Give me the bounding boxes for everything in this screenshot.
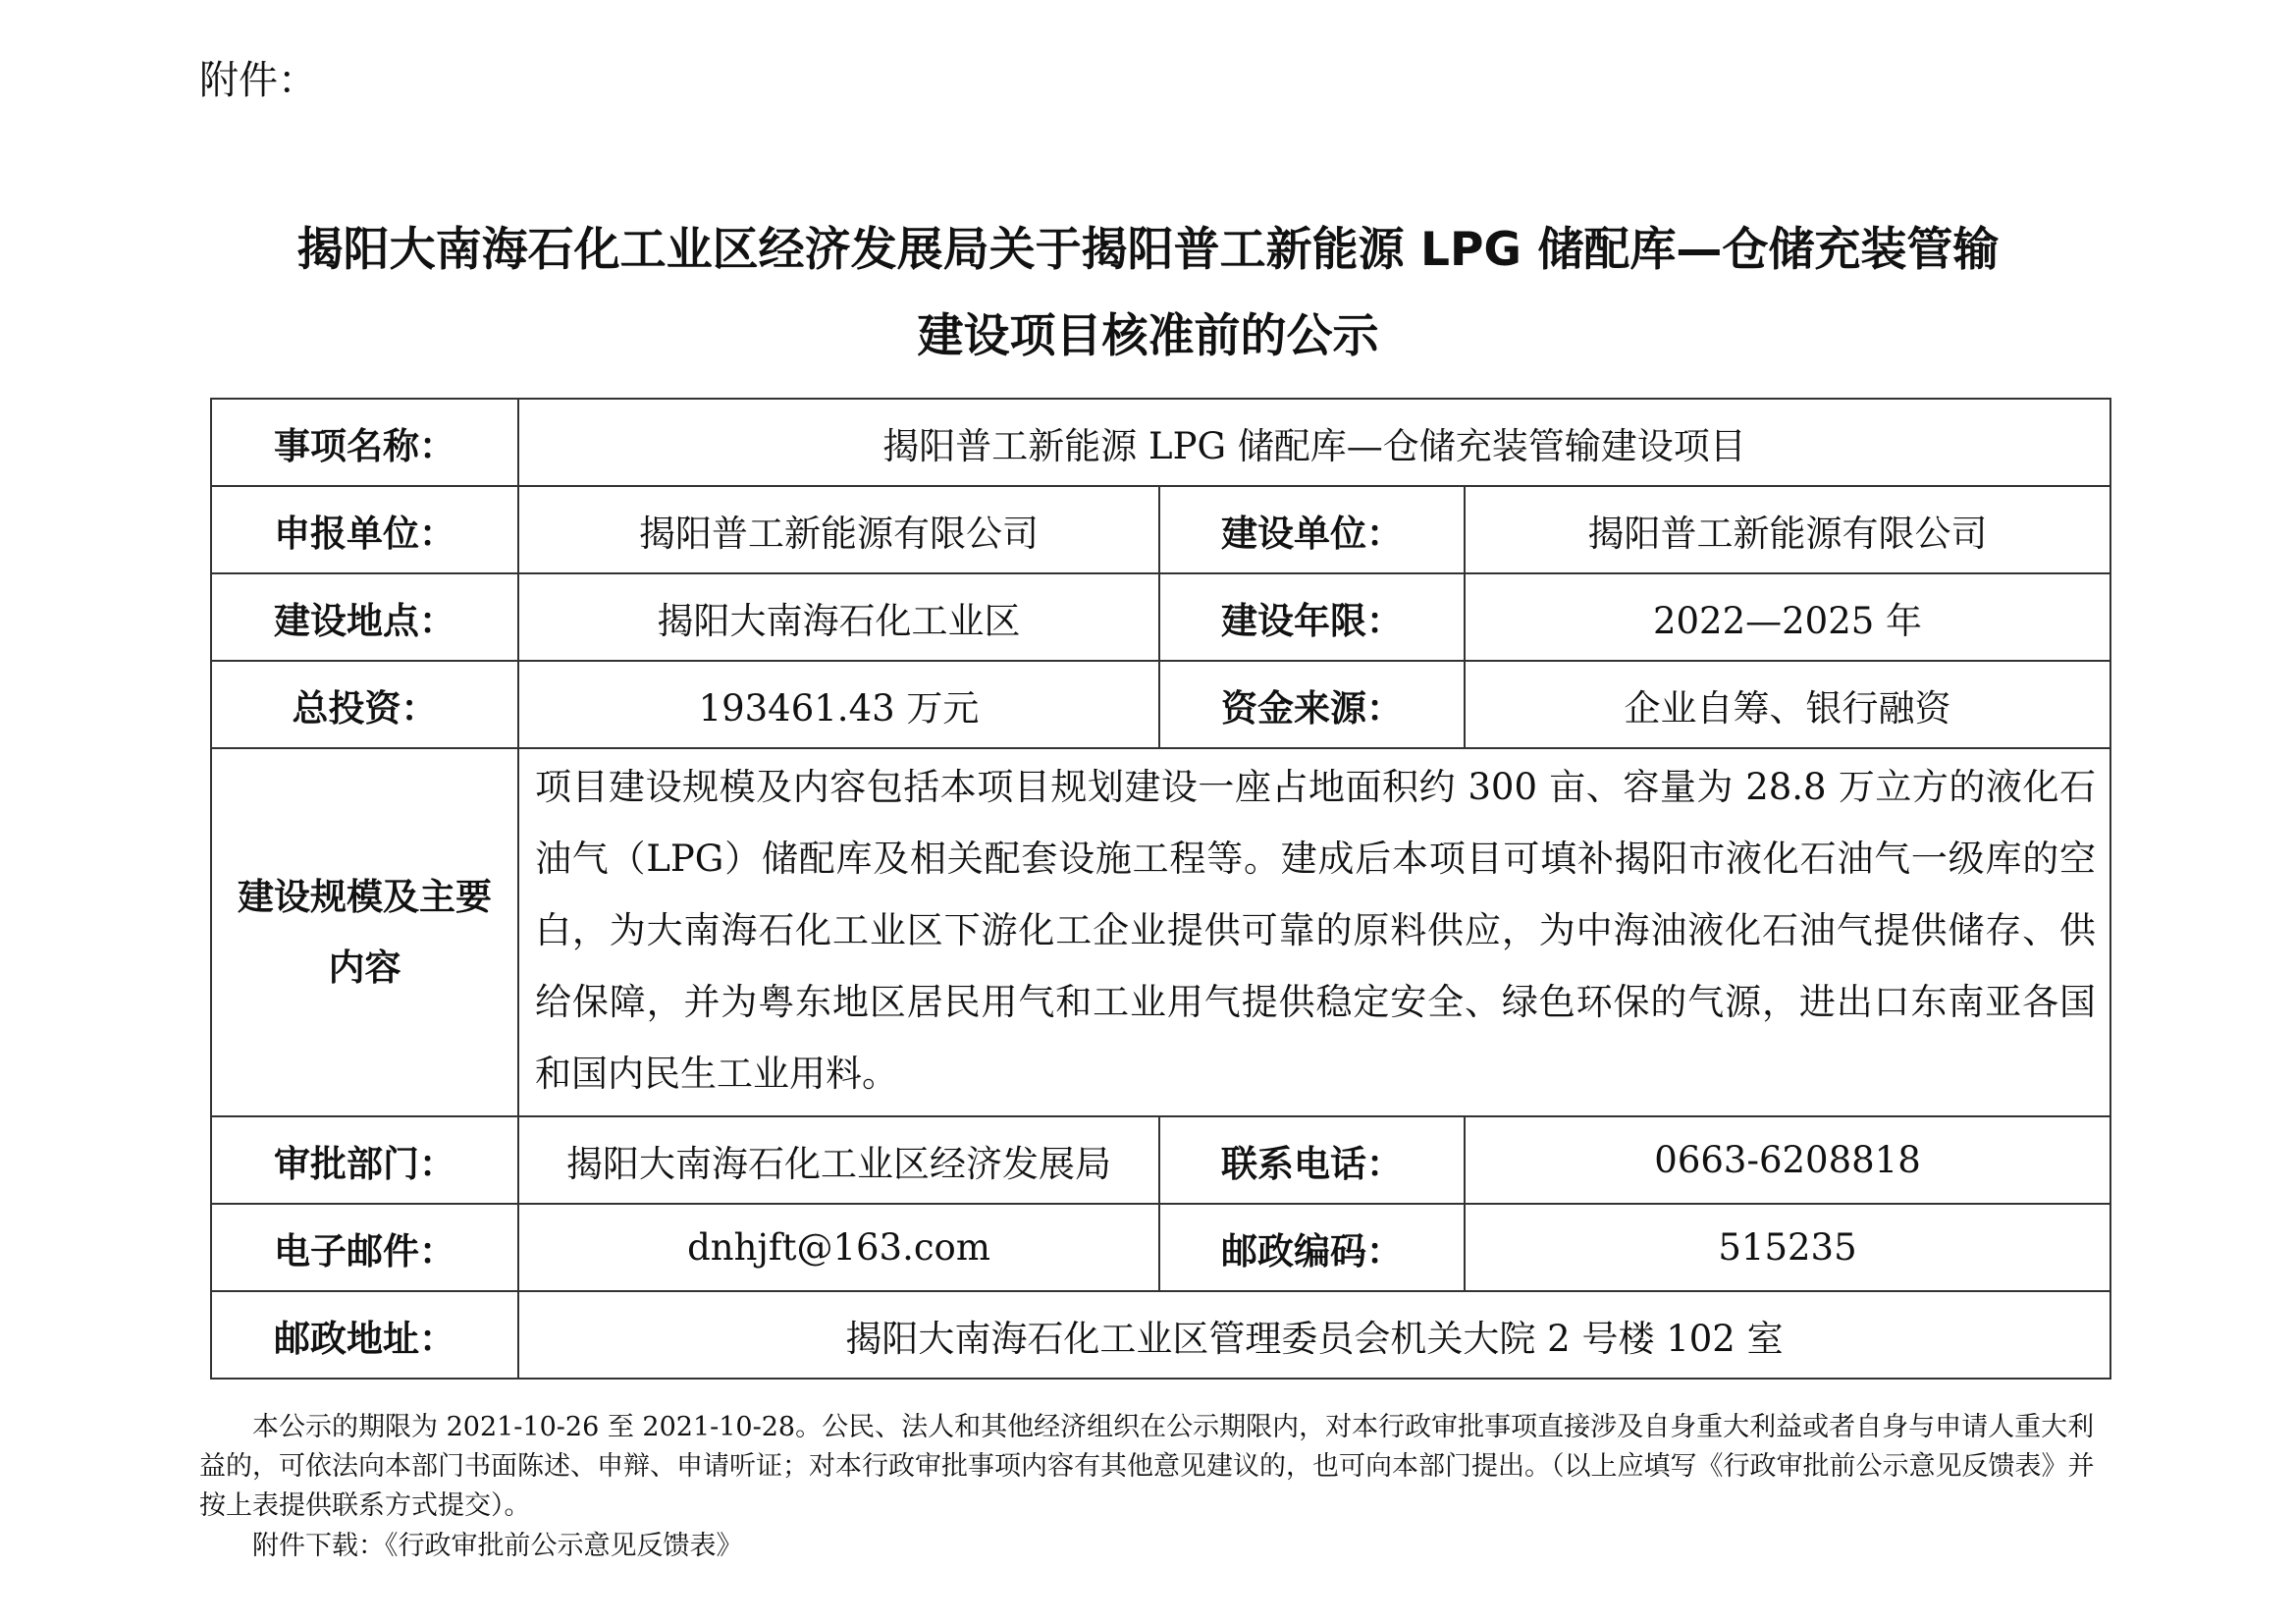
document-title-line-2: 建设项目核准前的公示 bbox=[917, 309, 1379, 363]
builder-label: 建设单位： bbox=[1159, 486, 1465, 573]
location-value: 揭阳大南海石化工业区 bbox=[518, 573, 1159, 661]
download-label: 附件下载： bbox=[252, 1531, 385, 1561]
postcode-value: 515235 bbox=[1465, 1204, 2110, 1291]
period-value: 2022—2025 年 bbox=[1465, 573, 2110, 661]
scale-content: 项目建设规模及内容包括本项目规划建设一座占地面积约 300 亩、容量为 28.8 万立方的液化石油气（LPG）储配库及相关配套设施工程等。建成后本项目可填补揭阳市液化石油气一级库的空白，为大南海石化工业区下游化工企业提供可靠的原料供应，为中海油液化石油气提供储存、供给保障，并为粤东地区居民用气和工业用气提供稳定安全、绿色环保的气源，进出口东南亚各国和国内民生工业用料。 bbox=[518, 748, 2110, 1116]
table-row-investment bbox=[211, 661, 2110, 748]
investment-label: 总投资： bbox=[211, 661, 518, 748]
address-label: 邮政地址： bbox=[211, 1291, 518, 1379]
notice-paragraph: 本公示的期限为 2021-10-26 至 2021-10-28。公民、法人和其他经济组织在公示期限内，对本行政审批事项直接涉及自身重大利益或者自身与申请人重大利益的，可依法向本部门书面陈述、申辩、申请听证；对本行政审批事项内容有其他意见建议的，也可向本部门提出。（以上应填写《行政审批前公示意见反馈表》并按上表提供联系方式提交）。 bbox=[199, 1412, 2095, 1521]
email-value: dnhjft@163.com bbox=[518, 1204, 1159, 1291]
builder-value: 揭阳普工新能源有限公司 bbox=[1465, 486, 2110, 573]
scale-label-line-1: 建设规模及主要 bbox=[238, 875, 492, 918]
attachment-label: 附件： bbox=[199, 58, 317, 103]
investment-value: 193461.43 万元 bbox=[518, 661, 1159, 748]
approver-value: 揭阳大南海石化工业区经济发展局 bbox=[518, 1116, 1159, 1204]
table-row-email bbox=[211, 1204, 2110, 1291]
period-label: 建设年限： bbox=[1159, 573, 1465, 661]
phone-label: 联系电话： bbox=[1159, 1116, 1465, 1204]
table-row-scale bbox=[211, 748, 2110, 1116]
table-row-address bbox=[211, 1291, 2110, 1379]
funding-label: 资金来源： bbox=[1159, 661, 1465, 748]
approver-label: 审批部门： bbox=[211, 1116, 518, 1204]
funding-value: 企业自筹、银行融资 bbox=[1465, 661, 2110, 748]
applicant-label: 申报单位： bbox=[211, 486, 518, 573]
postcode-label: 邮政编码： bbox=[1159, 1204, 1465, 1291]
phone-value: 0663-6208818 bbox=[1465, 1116, 2110, 1204]
project-info-table bbox=[210, 398, 2111, 1380]
table-row-approver bbox=[211, 1116, 2110, 1204]
address-value: 揭阳大南海石化工业区管理委员会机关大院 2 号楼 102 室 bbox=[518, 1291, 2110, 1379]
table-row-item-name bbox=[211, 399, 2110, 486]
scale-label bbox=[211, 748, 518, 1116]
download-line bbox=[252, 1527, 2162, 1566]
applicant-value: 揭阳普工新能源有限公司 bbox=[518, 486, 1159, 573]
table-row-location bbox=[211, 573, 2110, 661]
document-title-line-1: 揭阳大南海石化工业区经济发展局关于揭阳普工新能源 LPG 储配库—仓储充装管输 bbox=[296, 223, 2000, 277]
scale-label-line-2: 内容 bbox=[328, 946, 401, 989]
email-label: 电子邮件： bbox=[211, 1204, 518, 1291]
feedback-form-link[interactable]: 《行政审批前公示意见反馈表》 bbox=[385, 1531, 743, 1561]
item-name-value: 揭阳普工新能源 LPG 储配库—仓储充装管输建设项目 bbox=[518, 399, 2110, 486]
table-row-applicant bbox=[211, 486, 2110, 573]
item-name-label: 事项名称： bbox=[211, 399, 518, 486]
location-label: 建设地点： bbox=[211, 573, 518, 661]
